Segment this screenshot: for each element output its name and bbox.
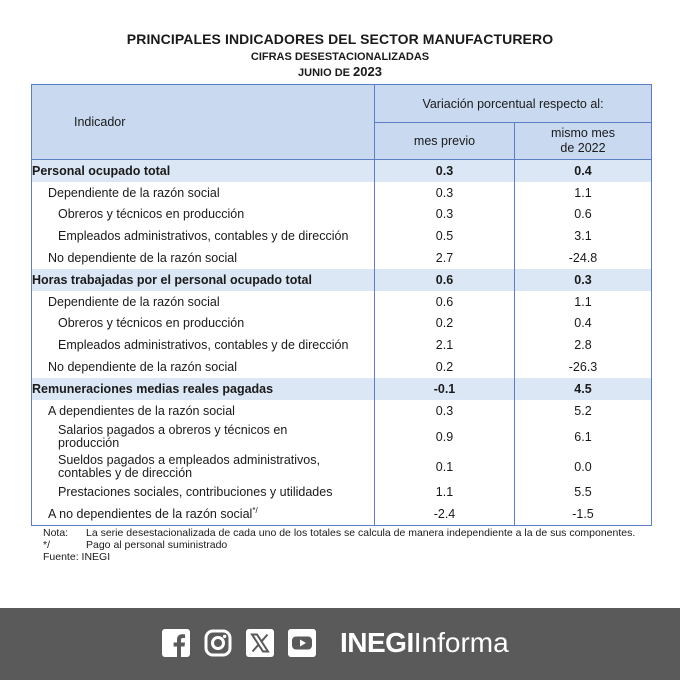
row-prev-value: 0.3: [375, 182, 515, 204]
row-label: No dependiente de la razón social: [32, 356, 375, 378]
row-year-value: -26.3: [515, 356, 652, 378]
row-year-value: 0.3: [515, 269, 652, 291]
row-label: Empleados administrativos, contables y de dirección: [32, 334, 375, 356]
header-same-month-line1: mismo mes: [551, 126, 615, 140]
row-label: No dependiente de la razón social: [32, 247, 375, 269]
row-label: Remuneraciones medias reales pagadas: [32, 378, 375, 400]
page-period: [0, 65, 680, 80]
page-title: PRINCIPALES INDICADORES DEL SECTOR MANUFACTURERO: [126, 31, 554, 47]
table-row: [32, 356, 652, 378]
table-row: [32, 160, 652, 182]
table-row: [32, 225, 652, 247]
table-row: [32, 204, 652, 226]
row-year-value: 1.1: [515, 182, 652, 204]
row-year-value: -24.8: [515, 247, 652, 269]
title-block: [0, 30, 680, 80]
row-year-value: 5.5: [515, 482, 652, 504]
row-prev-value: 0.3: [375, 400, 515, 422]
row-prev-value: 0.1: [375, 452, 515, 482]
table-row: [32, 422, 652, 452]
table-row: [32, 269, 652, 291]
row-prev-value: -0.1: [375, 378, 515, 400]
notes-block: [43, 527, 653, 563]
row-label: Empleados administrativos, contables y de dirección: [32, 225, 375, 247]
note-footnote: [43, 539, 653, 551]
table-row: [32, 482, 652, 504]
header-same-month: [515, 123, 652, 160]
period-year: 2023: [353, 64, 382, 79]
row-label: Salarios pagados a obreros y técnicos en producción: [32, 422, 375, 452]
row-label: Personal ocupado total: [32, 160, 375, 182]
row-year-value: -1.5: [515, 503, 652, 525]
header-indicator: Indicador: [32, 85, 375, 160]
period-month: JUNIO DE: [298, 67, 350, 79]
table-row: [32, 503, 652, 525]
table-row: [32, 291, 652, 313]
note-general: [43, 527, 653, 539]
row-label: Obreros y técnicos en producción: [32, 204, 375, 226]
row-prev-value: 2.7: [375, 247, 515, 269]
row-label: Dependiente de la razón social: [32, 291, 375, 313]
row-prev-value: 0.3: [375, 160, 515, 182]
brand-bold: INEGI: [340, 627, 414, 658]
youtube-icon[interactable]: [288, 629, 316, 657]
header-same-month-line2: de 2022: [560, 141, 606, 155]
row-label: Horas trabajadas por el personal ocupado total: [32, 269, 375, 291]
row-year-value: 0.4: [515, 313, 652, 335]
table-row: [32, 313, 652, 335]
row-year-value: 0.0: [515, 452, 652, 482]
row-prev-value: 0.2: [375, 356, 515, 378]
inegi-informa-logo: [340, 626, 509, 660]
x-icon[interactable]: [246, 629, 274, 657]
row-prev-value: 0.6: [375, 291, 515, 313]
table-row: [32, 247, 652, 269]
row-year-value: 3.1: [515, 225, 652, 247]
footnote-key: */: [43, 539, 51, 551]
row-year-value: 6.1: [515, 422, 652, 452]
row-prev-value: 0.6: [375, 269, 515, 291]
footer-bar: [0, 608, 680, 680]
row-label-text: A no dependientes de la razón social: [48, 507, 253, 522]
row-prev-value: 2.1: [375, 334, 515, 356]
row-prev-value: 0.9: [375, 422, 515, 452]
row-label-footnote-mark: */: [252, 506, 258, 516]
row-label: [32, 503, 375, 525]
table-row: [32, 334, 652, 356]
row-label: A dependientes de la razón social: [32, 400, 375, 422]
row-label: Obreros y técnicos en producción: [32, 313, 375, 335]
row-prev-value: -2.4: [375, 503, 515, 525]
indicators-table: [31, 84, 652, 526]
brand-light: Informa: [413, 627, 509, 658]
row-prev-value: 0.3: [375, 204, 515, 226]
row-prev-value: 1.1: [375, 482, 515, 504]
facebook-icon[interactable]: [162, 629, 190, 657]
table-row: [32, 452, 652, 482]
header-prev-month: mes previo: [375, 123, 515, 160]
header-variation: Variación porcentual respecto al:: [375, 85, 652, 123]
row-year-value: 5.2: [515, 400, 652, 422]
row-label: Prestaciones sociales, contribuciones y utilidades: [32, 482, 375, 504]
source-note: Fuente: INEGI: [43, 551, 111, 563]
row-year-value: 4.5: [515, 378, 652, 400]
page-subtitle: CIFRAS DESESTACIONALIZADAS: [250, 51, 430, 63]
table-row: [32, 182, 652, 204]
row-year-value: 2.8: [515, 334, 652, 356]
row-prev-value: 0.5: [375, 225, 515, 247]
note-key: Nota:: [43, 527, 69, 539]
social-icons: [162, 629, 330, 657]
table-row: [32, 378, 652, 400]
row-year-value: 1.1: [515, 291, 652, 313]
row-year-value: 0.6: [515, 204, 652, 226]
instagram-icon[interactable]: [204, 629, 232, 657]
row-label: Dependiente de la razón social: [32, 182, 375, 204]
row-prev-value: 0.2: [375, 313, 515, 335]
footnote-text: Pago al personal suministrado: [86, 539, 228, 551]
table-row: [32, 400, 652, 422]
note-text: La serie desestacionalizada de cada uno de los totales se calcula de manera independiente a la de sus componentes.: [86, 527, 636, 539]
row-year-value: 0.4: [515, 160, 652, 182]
row-label: Sueldos pagados a empleados administrativos, contables y de dirección: [32, 452, 375, 482]
